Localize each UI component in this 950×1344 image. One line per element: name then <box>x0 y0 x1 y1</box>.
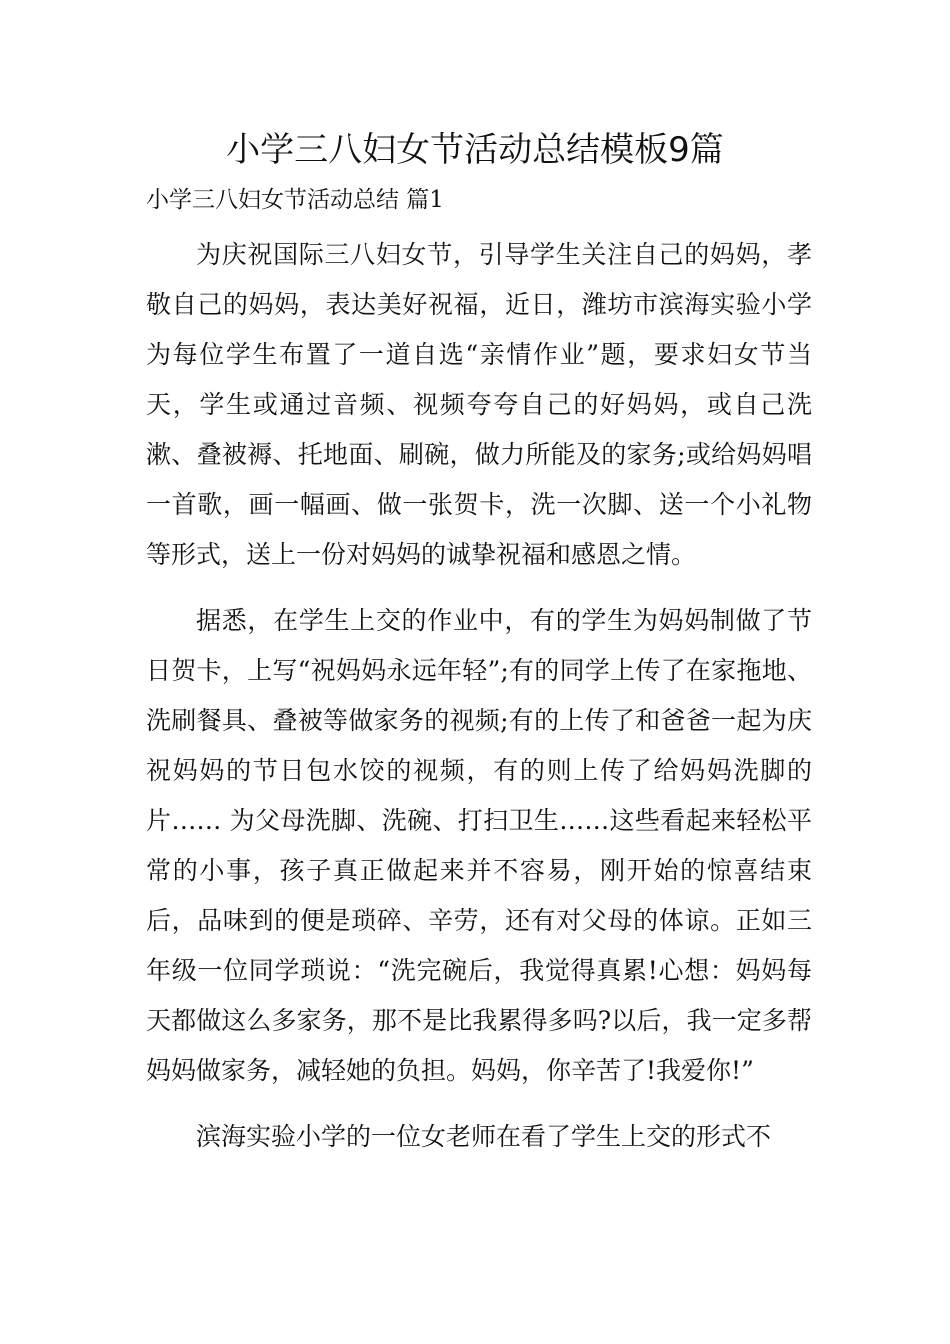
paragraph: 滨海实验小学的一位女老师在看了学生上交的形式不 <box>196 1122 772 1151</box>
paragraph: 据悉，在学生上交的作业中，有的学生为妈妈制做了节日贺卡，上写“祝妈妈永远年轻”;有的同学上传了在家拖地、洗刷餐具、叠被等做家务的视频;有的上传了和爸爸一起为庆祝妈妈的节日包水饺的视频，有的则上传了给妈妈洗脚的片…… 为父母洗脚、洗碗、打扫卫生……这些看起来轻松平常的小事，孩子真正做起来并不容易，刚开始的惊喜结束后，品味到的便是琐碎、辛劳，还有对父母的体谅。正如三年级一位同学琐说：“洗完碗后，我觉得真累!心想：妈妈每天都做这么多家务，那不是比我累得多吗?以后，我一定多帮妈妈做家务，减轻她的负担。妈妈，你辛苦了!我爱你!” <box>146 606 812 1085</box>
section-heading: 小学三八妇女节活动总结 篇1 <box>146 187 444 213</box>
document-title: 小学三八妇女节活动总结模板9篇 <box>226 130 724 170</box>
paragraph: 为庆祝国际三八妇女节，引导学生关注自己的妈妈，孝敬自己的妈妈，表达美好祝福，近日，潍坊市滨海实验小学为每位学生布置了一道自选“亲情作业”题，要求妇女节当天，学生或通过音频、视频夸夸自己的好妈妈，或自己洗漱、叠被褥、托地面、刷碗，做力所能及的家务;或给妈妈唱一首歌，画一幅画、做一张贺卡，洗一次脚、送一个小礼物等形式，送上一份对妈妈的诚挚祝福和感恩之情。 <box>146 240 812 569</box>
document-body <box>146 230 812 1162</box>
